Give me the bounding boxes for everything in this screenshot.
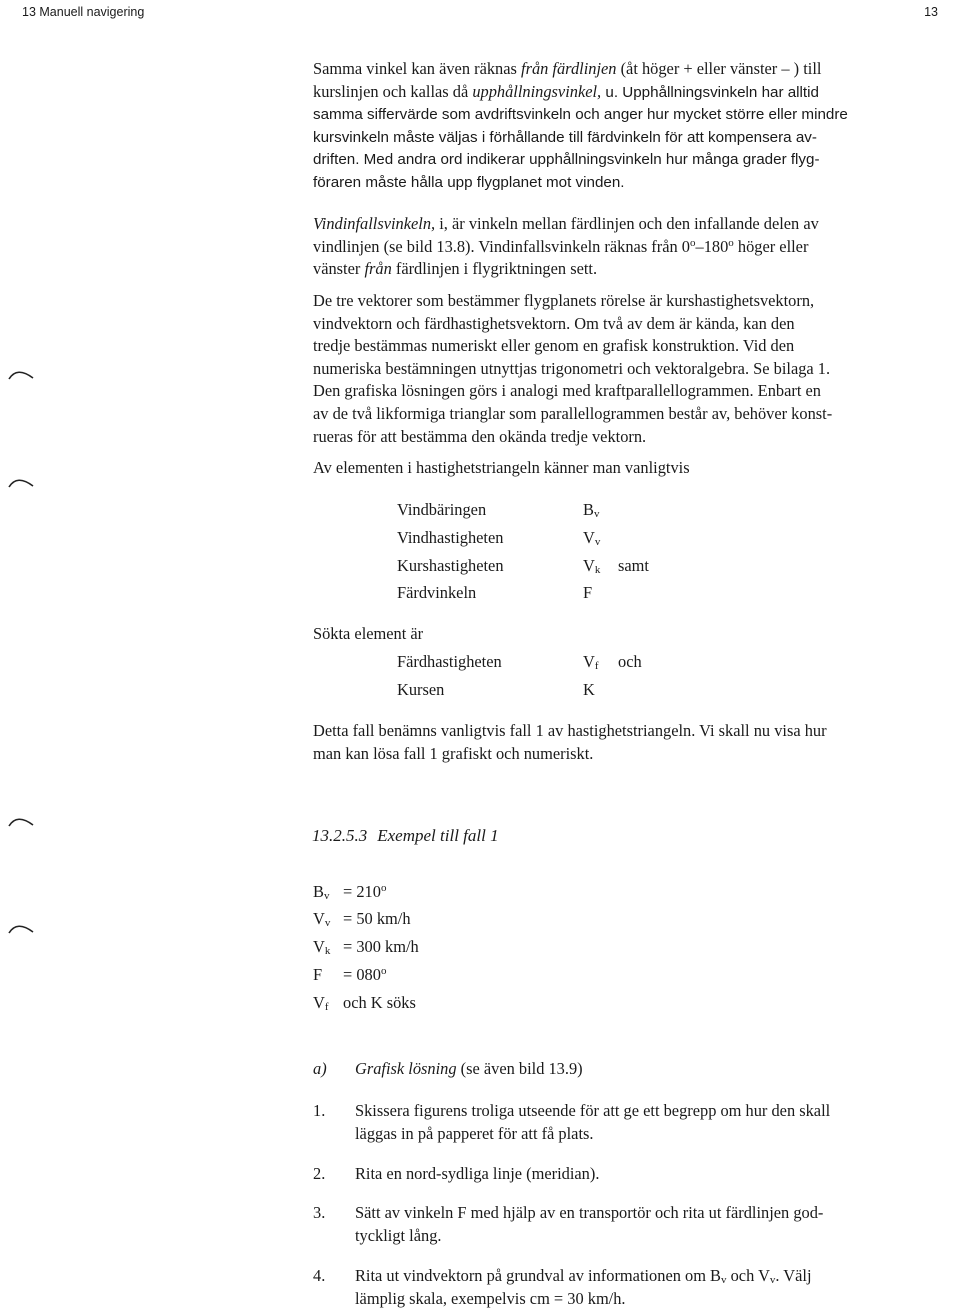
known-symbol-bv: $B_v$ xyxy=(583,500,600,520)
step-number: 2. xyxy=(313,1164,326,1183)
step-number: 3. xyxy=(313,1203,326,1222)
known-symbol-vv: $V_v$ xyxy=(583,528,601,548)
binder-mark-icon xyxy=(8,922,34,934)
known-symbol-f: F xyxy=(583,583,593,602)
chapter-title: 13 Manuell navigering xyxy=(22,5,145,19)
example-symbol-vf: $V_f$ xyxy=(313,993,329,1013)
known-label-vindhastigheten: Vindhastigheten xyxy=(397,528,504,547)
example-symbol-f: F xyxy=(313,965,323,984)
page-header xyxy=(0,0,960,24)
section-title: Exempel till fall 1 xyxy=(377,826,499,845)
sought-note-och: och xyxy=(618,652,642,671)
example-symbol-vk: $V_k$ xyxy=(313,937,331,957)
section-heading xyxy=(312,826,499,846)
paragraph-upphallningsvinkel: Samma vinkel kan även räknas från färdlinjen (åt höger + eller vänster – ) till kurslinjen och kallas då upphållningsvinkel, u. Upphållningsvinkeln har alltid samma siffervärde som avdriftsvinkeln och anger hur mycket större eller mindre kursvinkeln måste väljas i förhållande till färdvinkeln för att kompensera av- driften. Med andra ord indikerar upphållningsvinkeln hur många grader flyg- föraren måste hålla upp flygplanet mot vinden. xyxy=(313,59,848,191)
binder-mark-icon xyxy=(8,815,34,827)
step-text: Sätt av vinkeln F med hjälp av en transportör och rita ut färdlinjen god- tyckligt lång. xyxy=(355,1203,824,1245)
sought-label-kursen: Kursen xyxy=(397,680,445,699)
example-symbol-vv: $V_v$ xyxy=(313,909,331,929)
sought-symbol-vf: $V_f$ xyxy=(583,652,599,672)
binder-mark-icon xyxy=(8,368,34,380)
paragraph-line: numeriska bestämningen utnyttjas trigonometri och vektoralgebra. Se bilaga 1. xyxy=(313,358,831,378)
sought-elements-intro: Sökta element är xyxy=(313,624,424,643)
paragraph-line: rueras för att bestämma den okända tredje vektorn. xyxy=(313,426,647,446)
known-label-kurshastigheten: Kurshastigheten xyxy=(397,556,504,575)
example-symbol-bv: $B_v$ xyxy=(313,882,330,902)
example-value-vk: = 300 km/h xyxy=(343,937,419,956)
paragraph-line: Den grafiska lösningen görs i analogi med kraftparallellogrammen. Enbart en xyxy=(313,381,821,401)
paragraph-line: De tre vektorer som bestämmer flygplanets rörelse är kurshastighetsvektorn, xyxy=(313,291,815,310)
step-text: Skissera figurens troliga utseende för att ge ett begrepp om hur den skall läggas in på papperet för att få plats. xyxy=(355,1101,831,1143)
example-value-vv: = 50 km/h xyxy=(343,909,411,928)
subsection-title: Grafisk lösning (se även bild 13.9) xyxy=(355,1059,583,1078)
known-note-samt: samt xyxy=(618,556,649,575)
paragraph-fall-1: Detta fall benämns vanligtvis fall 1 av hastighetstriangeln. Vi skall nu visa hur man kan lösa fall 1 grafiskt och numeriskt. xyxy=(313,721,827,763)
sought-label-fardhastigheten: Färdhastigheten xyxy=(397,652,502,671)
known-label-vindbaringen: Vindbäringen xyxy=(397,500,487,519)
known-label-fardvinkeln: Färdvinkeln xyxy=(397,583,477,602)
sought-symbol-k: K xyxy=(583,680,595,699)
paragraph-vindinfallsvinkel: Vindinfallsvinkeln, i, är vinkeln mellan färdlinjen och den infallande delen av vindlinjen (se bild 13.8). Vindinfallsvinkeln räknas från 0$^o$–180$^o$ höger eller vänster från färdlinjen i flygriktningen sett. xyxy=(313,214,819,279)
step-text: Rita en nord-sydliga linje (meridian). xyxy=(355,1164,600,1183)
subsection-label: a) xyxy=(313,1059,327,1078)
paragraph-line: av de två likformiga trianglar som parallellogrammen består av, behöver konst- xyxy=(313,403,833,423)
section-number: 13.2.5.3 xyxy=(312,826,368,845)
paragraph-line: tredje bestämmas numeriskt eller genom en grafisk konstruktion. Vid den xyxy=(313,336,795,356)
step-text: Rita ut vindvektorn på grundval av informationen om $B_v$ och $V_v$. Välj lämplig skala, exempelvis cm = 30 km/h. xyxy=(355,1266,812,1308)
known-elements-intro: Av elementen i hastighetstriangeln känner man vanligtvis xyxy=(313,458,690,477)
example-value-f: = $080^o$ xyxy=(343,965,387,984)
step-number: 4. xyxy=(313,1266,326,1285)
step-number: 1. xyxy=(313,1101,326,1120)
known-symbol-vk: $V_k$ xyxy=(583,556,601,576)
example-value-bv: = $210^o$ xyxy=(343,882,387,901)
example-value-vf: och K söks xyxy=(343,993,416,1012)
page-number: 13 xyxy=(924,5,938,19)
binder-mark-icon xyxy=(8,476,34,488)
paragraph-vektorer xyxy=(313,290,938,448)
paragraph-line: vindvektorn och färdhastighetsvektorn. Om två av dem är kända, kan den xyxy=(313,313,795,333)
